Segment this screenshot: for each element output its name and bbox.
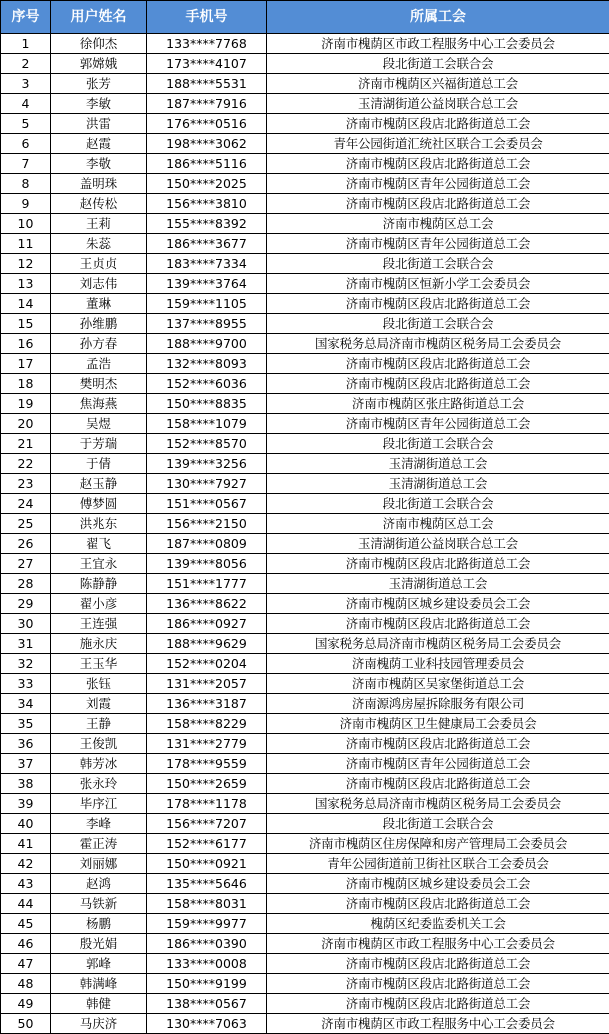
row-phone: 136****3187 <box>147 694 267 714</box>
table-row <box>1 694 609 714</box>
row-index: 44 <box>1 894 51 914</box>
row-name: 吴煜 <box>51 414 147 434</box>
row-union: 济南市槐荫区城乡建设委员会工会 <box>267 874 609 894</box>
row-union: 国家税务总局济南市槐荫区税务局工会委员会 <box>267 634 609 654</box>
row-union: 济南市槐荫区段店北路街道总工会 <box>267 974 609 994</box>
row-phone: 186****3677 <box>147 234 267 254</box>
row-phone: 152****6036 <box>147 374 267 394</box>
row-phone: 187****0809 <box>147 534 267 554</box>
row-index: 28 <box>1 574 51 594</box>
row-index: 47 <box>1 954 51 974</box>
row-union: 济南市槐荫区兴福街道总工会 <box>267 74 609 94</box>
row-union: 济南市槐荫区段店北路街道总工会 <box>267 374 609 394</box>
table-row <box>1 114 609 134</box>
row-name: 殷光娟 <box>51 934 147 954</box>
row-phone: 135****5646 <box>147 874 267 894</box>
row-index: 19 <box>1 394 51 414</box>
row-phone: 139****8056 <box>147 554 267 574</box>
row-name: 赵霞 <box>51 134 147 154</box>
row-union: 玉清湖街道总工会 <box>267 474 609 494</box>
row-phone: 156****2150 <box>147 514 267 534</box>
row-index: 26 <box>1 534 51 554</box>
row-name: 李敬 <box>51 154 147 174</box>
table-row <box>1 834 609 854</box>
table-row <box>1 454 609 474</box>
table-row <box>1 954 609 974</box>
row-union: 济南市槐荫区段店北路街道总工会 <box>267 194 609 214</box>
row-phone: 159****9977 <box>147 914 267 934</box>
table-row <box>1 534 609 554</box>
table-row <box>1 754 609 774</box>
row-phone: 150****8835 <box>147 394 267 414</box>
row-index: 32 <box>1 654 51 674</box>
header-union: 所属工会 <box>267 1 609 34</box>
row-phone: 152****0204 <box>147 654 267 674</box>
row-phone: 151****0567 <box>147 494 267 514</box>
row-index: 7 <box>1 154 51 174</box>
row-name: 王玉华 <box>51 654 147 674</box>
row-union: 段北街道工会联合会 <box>267 54 609 74</box>
row-index: 25 <box>1 514 51 534</box>
row-union: 玉清湖街道公益岗联合总工会 <box>267 94 609 114</box>
table-row <box>1 294 609 314</box>
table-row <box>1 394 609 414</box>
row-phone: 133****7768 <box>147 34 267 54</box>
row-index: 4 <box>1 94 51 114</box>
row-index: 16 <box>1 334 51 354</box>
table-row <box>1 714 609 734</box>
row-phone: 176****0516 <box>147 114 267 134</box>
row-index: 40 <box>1 814 51 834</box>
row-phone: 158****8229 <box>147 714 267 734</box>
row-name: 王俊凯 <box>51 734 147 754</box>
row-union: 济南市槐荫区恒新小学工会委员会 <box>267 274 609 294</box>
row-union: 国家税务总局济南市槐荫区税务局工会委员会 <box>267 334 609 354</box>
table-row <box>1 314 609 334</box>
row-name: 王连强 <box>51 614 147 634</box>
row-phone: 150****0921 <box>147 854 267 874</box>
row-name: 盖明珠 <box>51 174 147 194</box>
table-row <box>1 794 609 814</box>
row-name: 李峰 <box>51 814 147 834</box>
row-phone: 173****4107 <box>147 54 267 74</box>
row-index: 29 <box>1 594 51 614</box>
table-row <box>1 674 609 694</box>
row-phone: 156****7207 <box>147 814 267 834</box>
row-union: 段北街道工会联合会 <box>267 254 609 274</box>
row-union: 青年公园街道前卫街社区联合工会委员会 <box>267 854 609 874</box>
row-phone: 198****3062 <box>147 134 267 154</box>
row-union: 槐荫区纪委监委机关工会 <box>267 914 609 934</box>
row-name: 洪雷 <box>51 114 147 134</box>
row-name: 王莉 <box>51 214 147 234</box>
row-name: 樊明杰 <box>51 374 147 394</box>
row-phone: 186****5116 <box>147 154 267 174</box>
row-index: 23 <box>1 474 51 494</box>
row-index: 41 <box>1 834 51 854</box>
row-index: 3 <box>1 74 51 94</box>
row-index: 11 <box>1 234 51 254</box>
row-union: 济南市槐荫区总工会 <box>267 514 609 534</box>
row-phone: 186****0927 <box>147 614 267 634</box>
row-phone: 133****0008 <box>147 954 267 974</box>
row-name: 马铁新 <box>51 894 147 914</box>
row-index: 15 <box>1 314 51 334</box>
row-index: 49 <box>1 994 51 1014</box>
row-phone: 136****8622 <box>147 594 267 614</box>
row-phone: 178****1178 <box>147 794 267 814</box>
table-row <box>1 614 609 634</box>
row-phone: 158****8031 <box>147 894 267 914</box>
row-name: 焦海燕 <box>51 394 147 414</box>
row-union: 段北街道工会联合会 <box>267 314 609 334</box>
row-union: 济南市槐荫区段店北路街道总工会 <box>267 994 609 1014</box>
row-phone: 137****8955 <box>147 314 267 334</box>
row-union: 济南市槐荫区张庄路街道总工会 <box>267 394 609 414</box>
row-union: 济南市槐荫区卫生健康局工会委员会 <box>267 714 609 734</box>
table-row <box>1 434 609 454</box>
row-index: 14 <box>1 294 51 314</box>
row-phone: 188****9629 <box>147 634 267 654</box>
row-union: 济南市槐荫区住房保障和房产管理局工会委员会 <box>267 834 609 854</box>
row-phone: 186****0390 <box>147 934 267 954</box>
row-name: 杨鹏 <box>51 914 147 934</box>
table-row <box>1 814 609 834</box>
row-phone: 139****3764 <box>147 274 267 294</box>
row-index: 8 <box>1 174 51 194</box>
row-union: 济南市槐荫区段店北路街道总工会 <box>267 734 609 754</box>
row-index: 48 <box>1 974 51 994</box>
row-phone: 132****8093 <box>147 354 267 374</box>
row-index: 31 <box>1 634 51 654</box>
table-row <box>1 594 609 614</box>
row-union: 济南市槐荫区城乡建设委员会工会 <box>267 594 609 614</box>
table-row <box>1 414 609 434</box>
row-union: 济南市槐荫区市政工程服务中心工会委员会 <box>267 1014 609 1034</box>
row-union: 济南市槐荫区吴家堡街道总工会 <box>267 674 609 694</box>
row-phone: 151****1777 <box>147 574 267 594</box>
row-phone: 183****7334 <box>147 254 267 274</box>
row-name: 刘霞 <box>51 694 147 714</box>
table-row <box>1 1014 609 1034</box>
row-union: 段北街道工会联合会 <box>267 814 609 834</box>
table-row <box>1 354 609 374</box>
row-union: 济南市槐荫区段店北路街道总工会 <box>267 294 609 314</box>
table-row <box>1 94 609 114</box>
header-index: 序号 <box>1 1 51 34</box>
row-name: 朱蕊 <box>51 234 147 254</box>
row-union: 济南槐荫工业科技园管理委员会 <box>267 654 609 674</box>
row-name: 赵玉静 <box>51 474 147 494</box>
header-row <box>1 1 609 34</box>
row-union: 济南市槐荫区青年公园街道总工会 <box>267 414 609 434</box>
row-name: 赵传松 <box>51 194 147 214</box>
table-row <box>1 54 609 74</box>
row-name: 施永庆 <box>51 634 147 654</box>
row-name: 张永玲 <box>51 774 147 794</box>
table-row <box>1 774 609 794</box>
row-union: 济南市槐荫区青年公园街道总工会 <box>267 754 609 774</box>
row-phone: 159****1105 <box>147 294 267 314</box>
row-union: 济南市槐荫区青年公园街道总工会 <box>267 234 609 254</box>
row-union: 济南市槐荫区市政工程服务中心工会委员会 <box>267 34 609 54</box>
row-name: 韩满峰 <box>51 974 147 994</box>
header-phone: 手机号 <box>147 1 267 34</box>
row-union: 济南市槐荫区段店北路街道总工会 <box>267 614 609 634</box>
table-row <box>1 174 609 194</box>
row-union: 济南市槐荫区段店北路街道总工会 <box>267 154 609 174</box>
row-index: 9 <box>1 194 51 214</box>
row-index: 12 <box>1 254 51 274</box>
row-union: 玉清湖街道总工会 <box>267 574 609 594</box>
row-name: 张钰 <box>51 674 147 694</box>
row-union: 济南市槐荫区总工会 <box>267 214 609 234</box>
row-phone: 155****8392 <box>147 214 267 234</box>
table-row <box>1 654 609 674</box>
row-name: 郭峰 <box>51 954 147 974</box>
table-row <box>1 214 609 234</box>
row-name: 霍正涛 <box>51 834 147 854</box>
row-phone: 131****2057 <box>147 674 267 694</box>
row-name: 王贞贞 <box>51 254 147 274</box>
table-row <box>1 634 609 654</box>
row-phone: 158****1079 <box>147 414 267 434</box>
row-name: 韩健 <box>51 994 147 1014</box>
row-index: 43 <box>1 874 51 894</box>
row-name: 翟飞 <box>51 534 147 554</box>
row-phone: 188****9700 <box>147 334 267 354</box>
row-phone: 152****6177 <box>147 834 267 854</box>
row-union: 国家税务总局济南市槐荫区税务局工会委员会 <box>267 794 609 814</box>
row-union: 济南市槐荫区段店北路街道总工会 <box>267 954 609 974</box>
row-name: 洪兆东 <box>51 514 147 534</box>
row-index: 42 <box>1 854 51 874</box>
table-row <box>1 234 609 254</box>
row-index: 46 <box>1 934 51 954</box>
table-row <box>1 854 609 874</box>
row-index: 17 <box>1 354 51 374</box>
row-name: 于芳瑞 <box>51 434 147 454</box>
row-union: 段北街道工会联合会 <box>267 494 609 514</box>
row-phone: 188****5531 <box>147 74 267 94</box>
table-row <box>1 914 609 934</box>
row-union: 青年公园街道汇统社区联合工会委员会 <box>267 134 609 154</box>
table-row <box>1 194 609 214</box>
row-phone: 130****7927 <box>147 474 267 494</box>
table-row <box>1 134 609 154</box>
row-phone: 187****7916 <box>147 94 267 114</box>
row-name: 孙方春 <box>51 334 147 354</box>
row-index: 24 <box>1 494 51 514</box>
row-phone: 139****3256 <box>147 454 267 474</box>
row-index: 22 <box>1 454 51 474</box>
row-union: 济南市槐荫区市政工程服务中心工会委员会 <box>267 934 609 954</box>
table-row <box>1 994 609 1014</box>
table-row <box>1 374 609 394</box>
row-name: 刘志伟 <box>51 274 147 294</box>
row-name: 张芳 <box>51 74 147 94</box>
row-index: 37 <box>1 754 51 774</box>
table-row <box>1 874 609 894</box>
row-name: 赵鸿 <box>51 874 147 894</box>
row-name: 李敏 <box>51 94 147 114</box>
row-name: 陈静静 <box>51 574 147 594</box>
row-name: 傅梦圆 <box>51 494 147 514</box>
row-index: 1 <box>1 34 51 54</box>
row-union: 济南市槐荫区段店北路街道总工会 <box>267 774 609 794</box>
row-index: 30 <box>1 614 51 634</box>
table-row <box>1 74 609 94</box>
row-name: 韩芳冰 <box>51 754 147 774</box>
row-name: 孟浩 <box>51 354 147 374</box>
row-phone: 150****9199 <box>147 974 267 994</box>
row-union: 济南市槐荫区段店北路街道总工会 <box>267 354 609 374</box>
table-row <box>1 554 609 574</box>
table-row <box>1 514 609 534</box>
row-index: 45 <box>1 914 51 934</box>
row-name: 孙维鹏 <box>51 314 147 334</box>
row-index: 18 <box>1 374 51 394</box>
row-index: 6 <box>1 134 51 154</box>
row-name: 翟小彦 <box>51 594 147 614</box>
row-union: 济南源鸿房屋拆除服务有限公司 <box>267 694 609 714</box>
row-index: 39 <box>1 794 51 814</box>
row-index: 20 <box>1 414 51 434</box>
row-union: 段北街道工会联合会 <box>267 434 609 454</box>
row-index: 34 <box>1 694 51 714</box>
row-index: 5 <box>1 114 51 134</box>
row-index: 2 <box>1 54 51 74</box>
row-index: 36 <box>1 734 51 754</box>
row-phone: 138****0567 <box>147 994 267 1014</box>
table-row <box>1 974 609 994</box>
row-name: 于倩 <box>51 454 147 474</box>
row-phone: 178****9559 <box>147 754 267 774</box>
table-row <box>1 894 609 914</box>
row-index: 50 <box>1 1014 51 1034</box>
row-index: 33 <box>1 674 51 694</box>
row-union: 玉清湖街道公益岗联合总工会 <box>267 534 609 554</box>
table-row <box>1 474 609 494</box>
row-union: 济南市槐荫区青年公园街道总工会 <box>267 174 609 194</box>
row-name: 徐仰杰 <box>51 34 147 54</box>
row-phone: 152****8570 <box>147 434 267 454</box>
table-row <box>1 34 609 54</box>
row-name: 王静 <box>51 714 147 734</box>
row-phone: 156****3810 <box>147 194 267 214</box>
row-union: 玉清湖街道总工会 <box>267 454 609 474</box>
table-row <box>1 254 609 274</box>
table-row <box>1 574 609 594</box>
row-name: 毕序江 <box>51 794 147 814</box>
row-index: 10 <box>1 214 51 234</box>
row-union: 济南市槐荫区段店北路街道总工会 <box>267 554 609 574</box>
row-name: 王宜永 <box>51 554 147 574</box>
table-row <box>1 734 609 754</box>
row-index: 13 <box>1 274 51 294</box>
row-phone: 150****2025 <box>147 174 267 194</box>
row-name: 董琳 <box>51 294 147 314</box>
row-phone: 130****7063 <box>147 1014 267 1034</box>
table-row <box>1 494 609 514</box>
header-name: 用户姓名 <box>51 1 147 34</box>
table-row <box>1 934 609 954</box>
row-name: 郭嫦娥 <box>51 54 147 74</box>
row-index: 35 <box>1 714 51 734</box>
row-phone: 131****2779 <box>147 734 267 754</box>
table-body <box>1 34 609 1034</box>
table-row <box>1 274 609 294</box>
row-name: 马庆济 <box>51 1014 147 1034</box>
row-phone: 150****2659 <box>147 774 267 794</box>
table-header <box>1 1 609 34</box>
row-index: 38 <box>1 774 51 794</box>
table-row <box>1 334 609 354</box>
row-name: 刘丽娜 <box>51 854 147 874</box>
row-index: 21 <box>1 434 51 454</box>
row-union: 济南市槐荫区段店北路街道总工会 <box>267 894 609 914</box>
row-union: 济南市槐荫区段店北路街道总工会 <box>267 114 609 134</box>
table-row <box>1 154 609 174</box>
row-index: 27 <box>1 554 51 574</box>
